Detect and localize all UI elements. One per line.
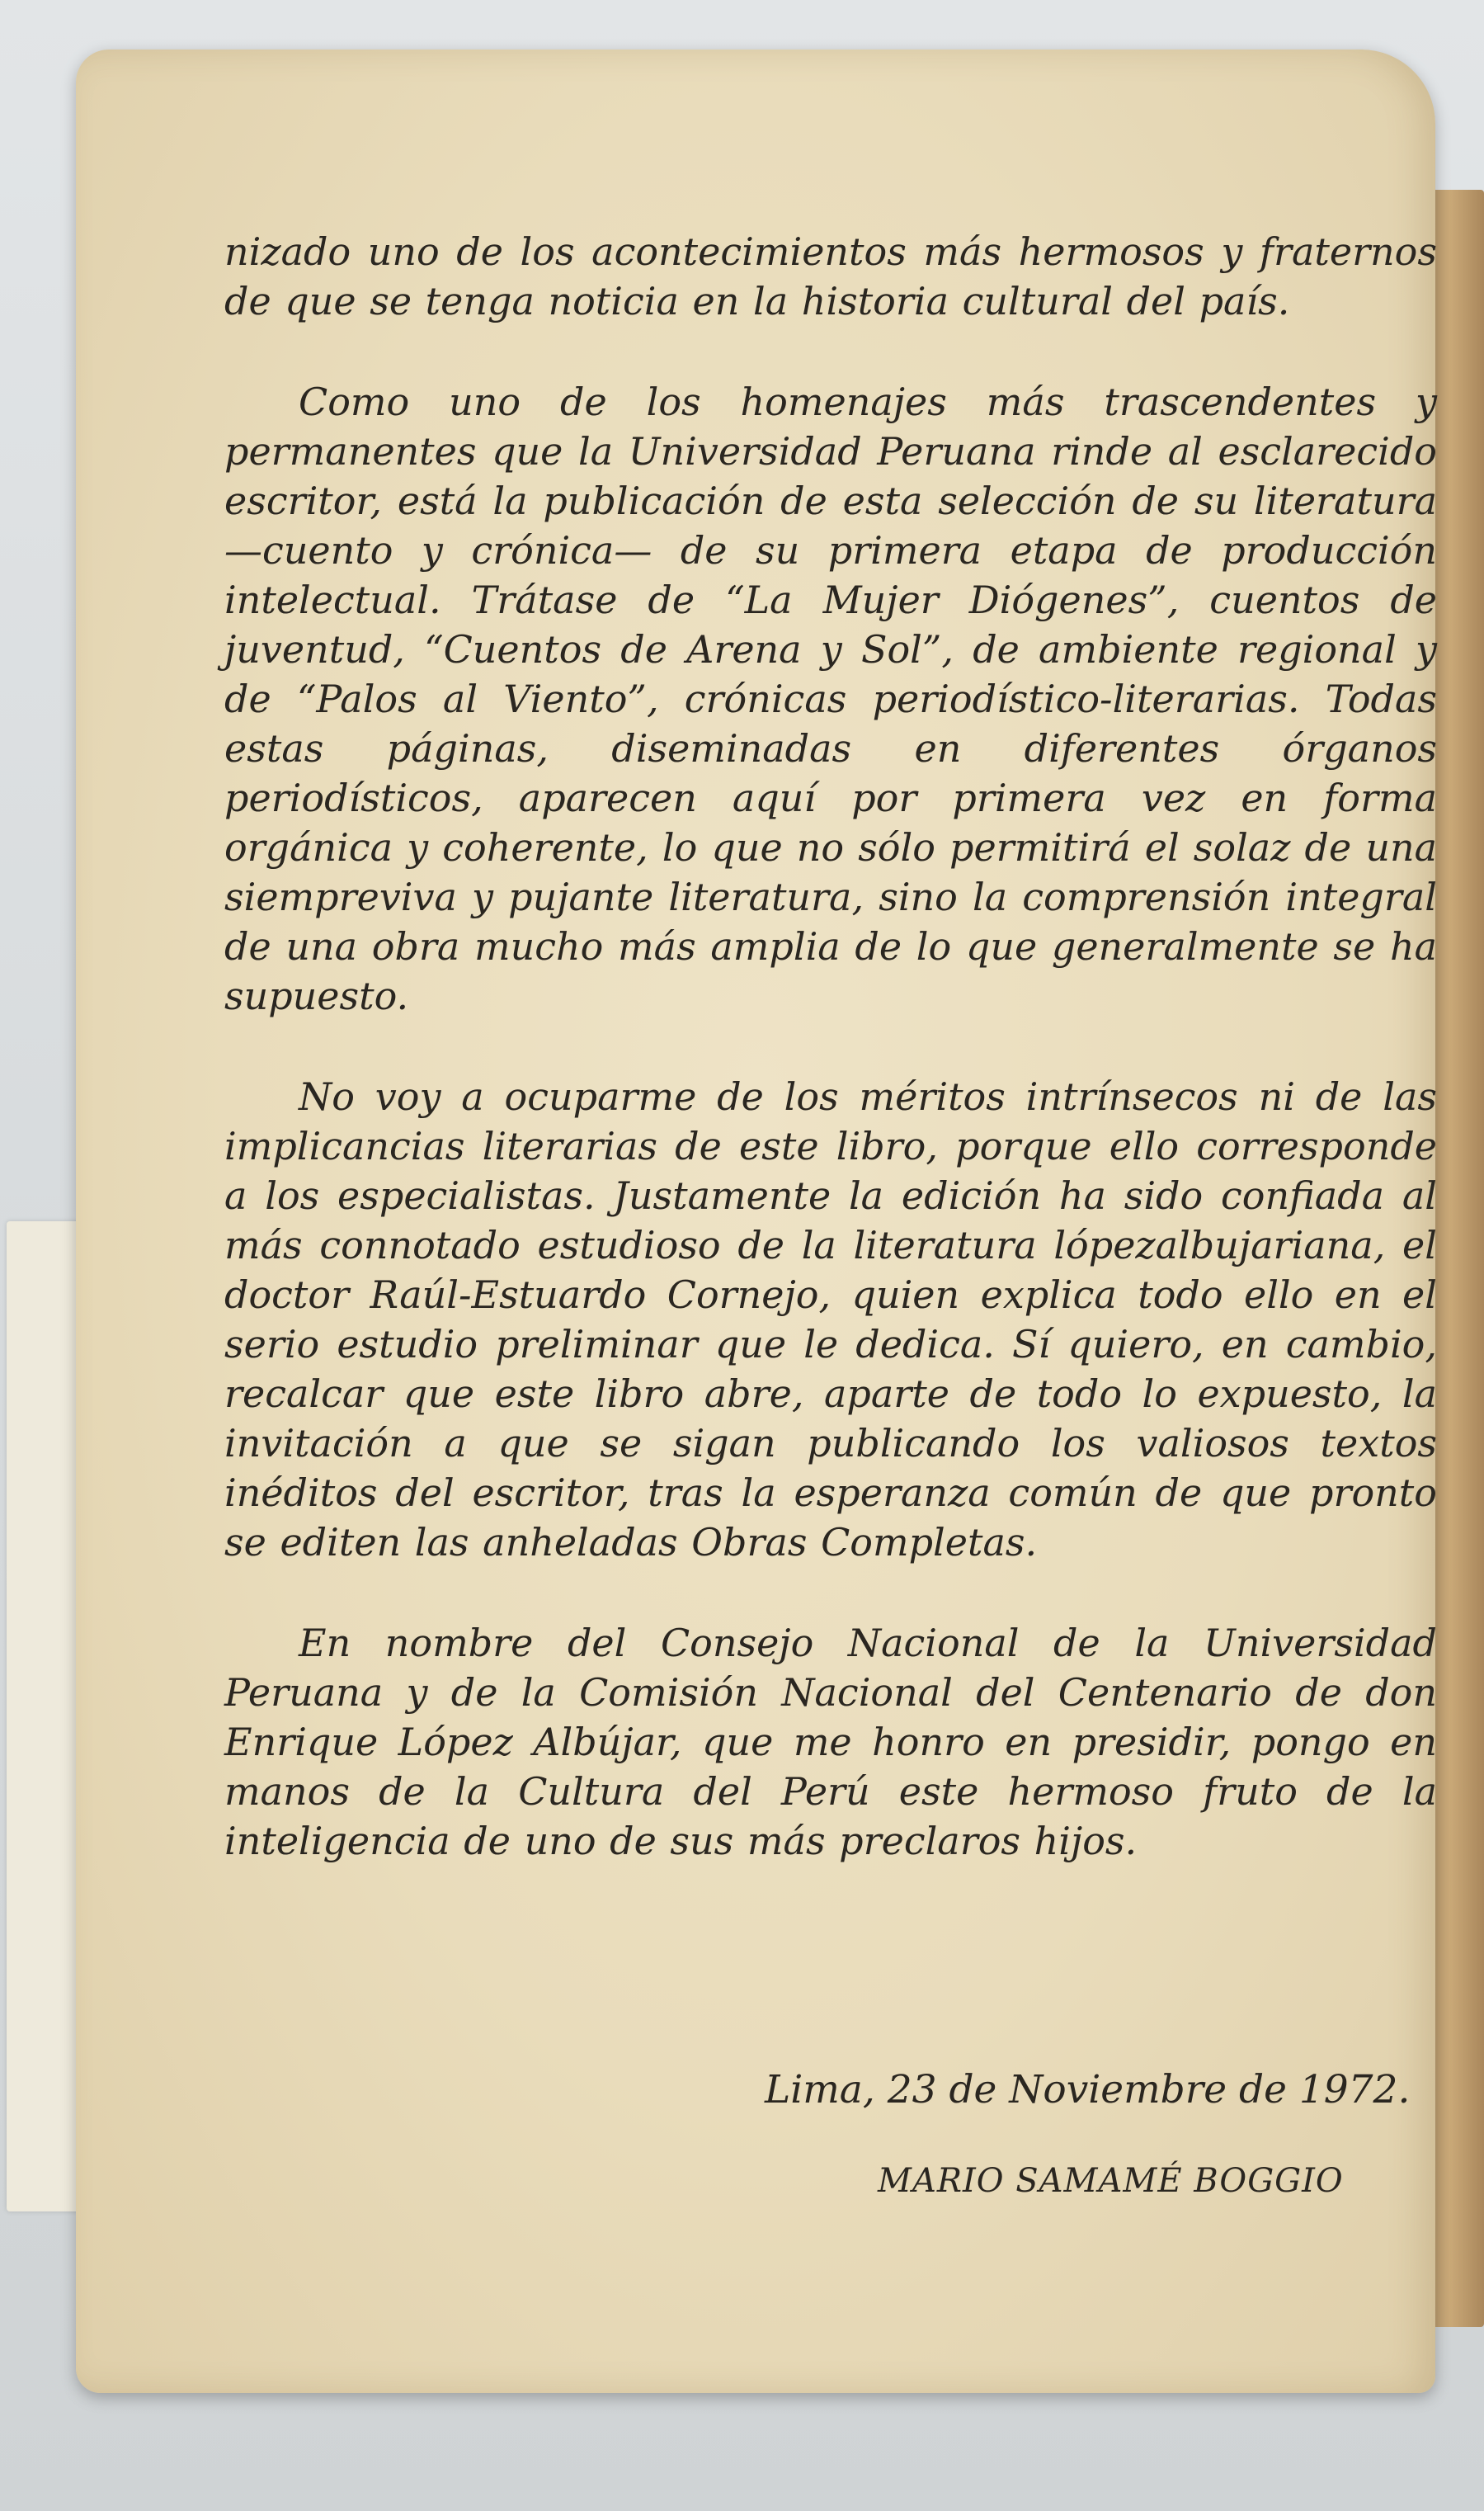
- body-text: [224, 227, 1437, 1917]
- signature: MARIO SAMAMÉ BOGGIO: [878, 2162, 1344, 2200]
- date-line: Lima, 23 de Noviembre de 1972.: [765, 2067, 1411, 2112]
- paragraph-2: Como uno de los homenajes más trascendentes y permanentes que la Universidad Peruana rinde al esclarecido escritor, está la publicación de esta selección de su literatura —cuento y crónica— de su primera etapa de producción intelectual. Trátase de “La Mujer Diógenes”, cuentos de juventud, “Cuentos de Arena y Sol”, de ambiente regional y de “Palos al Viento”, crónicas periodístico-literarias. Todas estas páginas, diseminadas en diferentes órganos periodísticos, aparecen aquí por primera vez en forma orgánica y coherente, lo que no sólo permitirá el solaz de una siempreviva y pujante literatura, sino la comprensión integral de una obra mucho más amplia de lo que generalmente se ha supuesto.: [224, 380, 1437, 1018]
- paragraph-4: En nombre del Consejo Nacional de la Universidad Peruana y de la Comisión Nacional del Centenario de don Enrique López Albújar, que me honro en presidir, pongo en manos de la Cultura del Perú este hermoso fruto de la inteligencia de uno de sus más preclaros hijos.: [224, 1621, 1437, 1863]
- paragraph-3: No voy a ocuparme de los méritos intrínsecos ni de las implicancias literarias de este libro, porque ello corresponde a los especialistas. Justamente la edición ha sido confiada al más connotado estudioso de la literatura lópezalbujariana, el doctor Raúl-Estuardo Cornejo, quien explica todo ello en el serio estudio preliminar que le dedica. Sí quiero, en cambio, recalcar que este libro abre, aparte de todo lo expuesto, la invitación a que se sigan publicando los valiosos textos inéditos del escritor, tras la esperanza común de que pronto se editen las anheladas Obras Completas.: [224, 1074, 1437, 1565]
- paragraph-1: nizado uno de los acontecimientos más hermosos y fraternos de que se tenga noticia en la historia cultural del país.: [224, 229, 1437, 323]
- book-page: [76, 50, 1435, 2393]
